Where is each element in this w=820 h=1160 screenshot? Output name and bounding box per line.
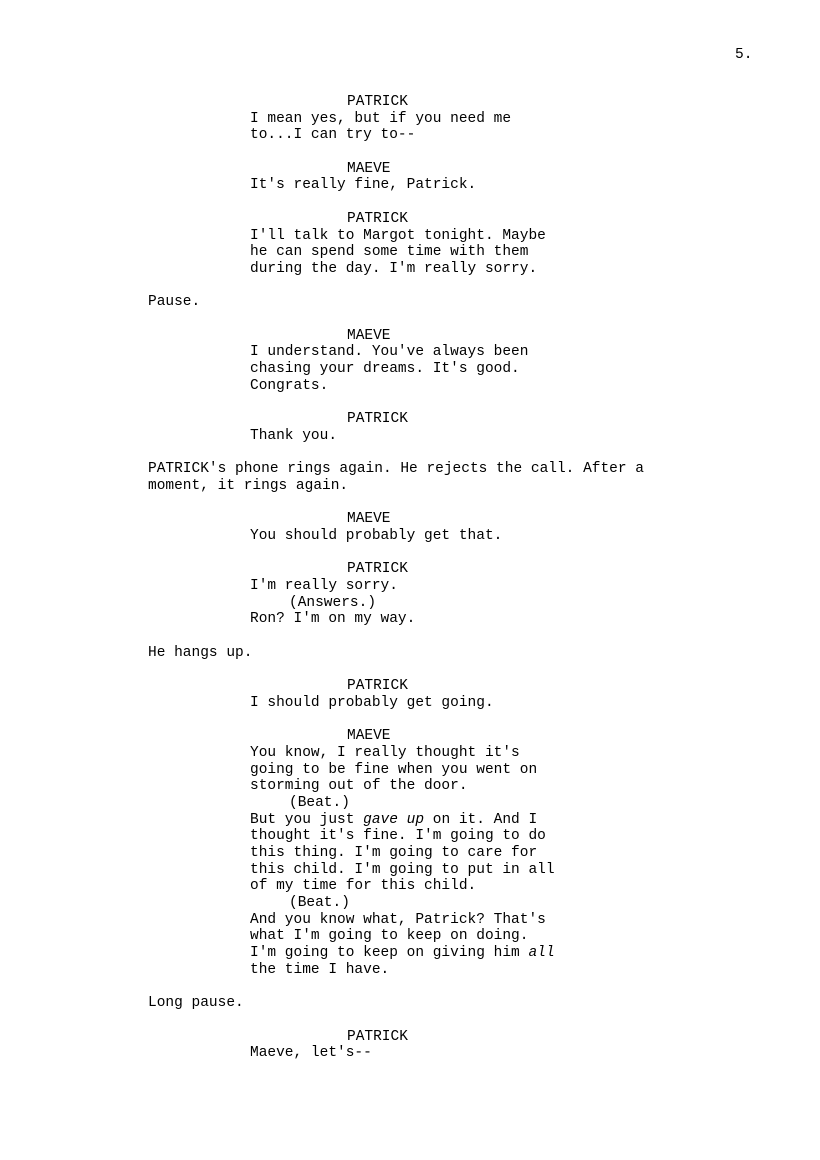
action-line [0, 645, 820, 662]
dialogue-line [0, 228, 820, 245]
dialogue-line [0, 578, 820, 595]
dialogue-line [0, 111, 820, 128]
dialogue-line [0, 845, 820, 862]
line-text: Thank you. [250, 427, 338, 444]
line-text: moment, it rings again. [148, 477, 349, 494]
line-text: Congrats. [250, 377, 329, 394]
character-name [0, 511, 820, 528]
dialogue-line [0, 611, 820, 628]
line-text: thought it's fine. I'm going to do [250, 828, 546, 845]
line-text: (Beat.) [289, 895, 350, 911]
action-line [0, 461, 820, 478]
line-text: (Beat.) [289, 794, 350, 811]
line-text: the time I have. [250, 961, 390, 978]
dialogue-line [0, 261, 820, 278]
line-text: Maeve, let's-- [250, 1045, 372, 1062]
dialogue-line [0, 912, 820, 929]
blank-line [0, 311, 820, 328]
action-line [0, 995, 820, 1012]
dialogue-line [0, 962, 820, 979]
line-text: And you know what, Patrick? That's [250, 911, 546, 928]
dialogue-line [0, 361, 820, 378]
dialogue-line [0, 928, 820, 945]
dialogue-line [0, 695, 820, 712]
blank-line [0, 711, 820, 728]
line-text: Ron? I'm on my way. [250, 611, 416, 628]
line-text: I'm really sorry. [250, 577, 398, 594]
line-text: PATRICK [347, 210, 408, 227]
character-name [0, 411, 820, 428]
blank-line [0, 194, 820, 211]
line-text: (Answers.) [289, 594, 377, 611]
line-text: PATRICK [347, 678, 408, 695]
line-text: I should probably get going. [250, 694, 494, 711]
line-text: PATRICK [347, 94, 408, 110]
dialogue-line [0, 528, 820, 545]
line-text: MAEVE [347, 511, 391, 528]
line-text: chasing your dreams. It's good. [250, 361, 520, 377]
line-text: You should probably get that. [250, 527, 503, 544]
line-text: Pause. [148, 294, 201, 311]
action-line [0, 294, 820, 311]
parenthetical [0, 595, 820, 612]
line-text: I'll talk to Margot tonight. Maybe [250, 227, 546, 244]
line-text: he can spend some time with them [250, 244, 529, 261]
line-text: PATRICK [347, 561, 408, 578]
line-text: He hangs up. [148, 644, 253, 661]
blank-line [0, 661, 820, 678]
dialogue-line [0, 177, 820, 194]
dialogue-line [0, 378, 820, 395]
blank-line [0, 144, 820, 161]
blank-line [0, 545, 820, 562]
dialogue-line [0, 828, 820, 845]
emphasis-text: gave up [363, 811, 425, 828]
line-text: during the day. I'm really sorry. [250, 260, 538, 277]
line-text: I understand. You've always been [250, 344, 529, 361]
dialogue-line [0, 127, 820, 144]
line-text: PATRICK's phone rings again. He rejects the call. After a [148, 461, 644, 478]
line-text: I'm going to keep on giving him [250, 945, 529, 962]
blank-line [0, 628, 820, 645]
page-number: 5. [735, 47, 753, 63]
blank-line [0, 495, 820, 512]
character-name [0, 561, 820, 578]
blank-line [0, 444, 820, 461]
character-name [0, 728, 820, 745]
dialogue-line [0, 428, 820, 445]
emphasis-text: all [528, 945, 555, 962]
parenthetical [0, 795, 820, 812]
line-text: PATRICK [347, 1028, 408, 1045]
parenthetical [0, 895, 820, 912]
dialogue-line [0, 244, 820, 261]
line-text: You know, I really thought it's [250, 744, 520, 761]
line-text: MAEVE [347, 327, 391, 344]
script-body [0, 94, 820, 1062]
blank-line [0, 978, 820, 995]
blank-line [0, 394, 820, 411]
dialogue-line [0, 862, 820, 879]
character-name [0, 94, 820, 111]
character-name [0, 678, 820, 695]
blank-line [0, 1012, 820, 1029]
line-text: MAEVE [347, 160, 391, 177]
character-name [0, 328, 820, 345]
dialogue-line [0, 745, 820, 762]
action-line [0, 478, 820, 495]
character-name [0, 161, 820, 178]
line-text: PATRICK [347, 411, 408, 428]
character-name [0, 211, 820, 228]
line-text: It's really fine, Patrick. [250, 177, 477, 194]
line-text: But you just [250, 811, 364, 828]
line-text: going to be fine when you went on [250, 761, 538, 778]
line-text: I mean yes, but if you need me [250, 110, 512, 127]
line-text: to...I can try to-- [250, 127, 416, 144]
line-text: Long pause. [148, 995, 244, 1012]
dialogue-line [0, 812, 820, 829]
line-text: storming out of the door. [250, 778, 468, 795]
dialogue-line [0, 878, 820, 895]
line-text: of my time for this child. [250, 878, 477, 895]
line-text: MAEVE [347, 728, 391, 745]
blank-line [0, 278, 820, 295]
character-name [0, 1029, 820, 1046]
dialogue-line [0, 1045, 820, 1062]
line-text: what I'm going to keep on doing. [250, 928, 529, 945]
dialogue-line [0, 778, 820, 795]
line-text-tail: on it. And I [424, 811, 538, 828]
line-text: this child. I'm going to put in all [250, 861, 555, 878]
dialogue-line [0, 344, 820, 361]
dialogue-line [0, 762, 820, 779]
line-text: this thing. I'm going to care for [250, 844, 538, 861]
dialogue-line [0, 945, 820, 962]
